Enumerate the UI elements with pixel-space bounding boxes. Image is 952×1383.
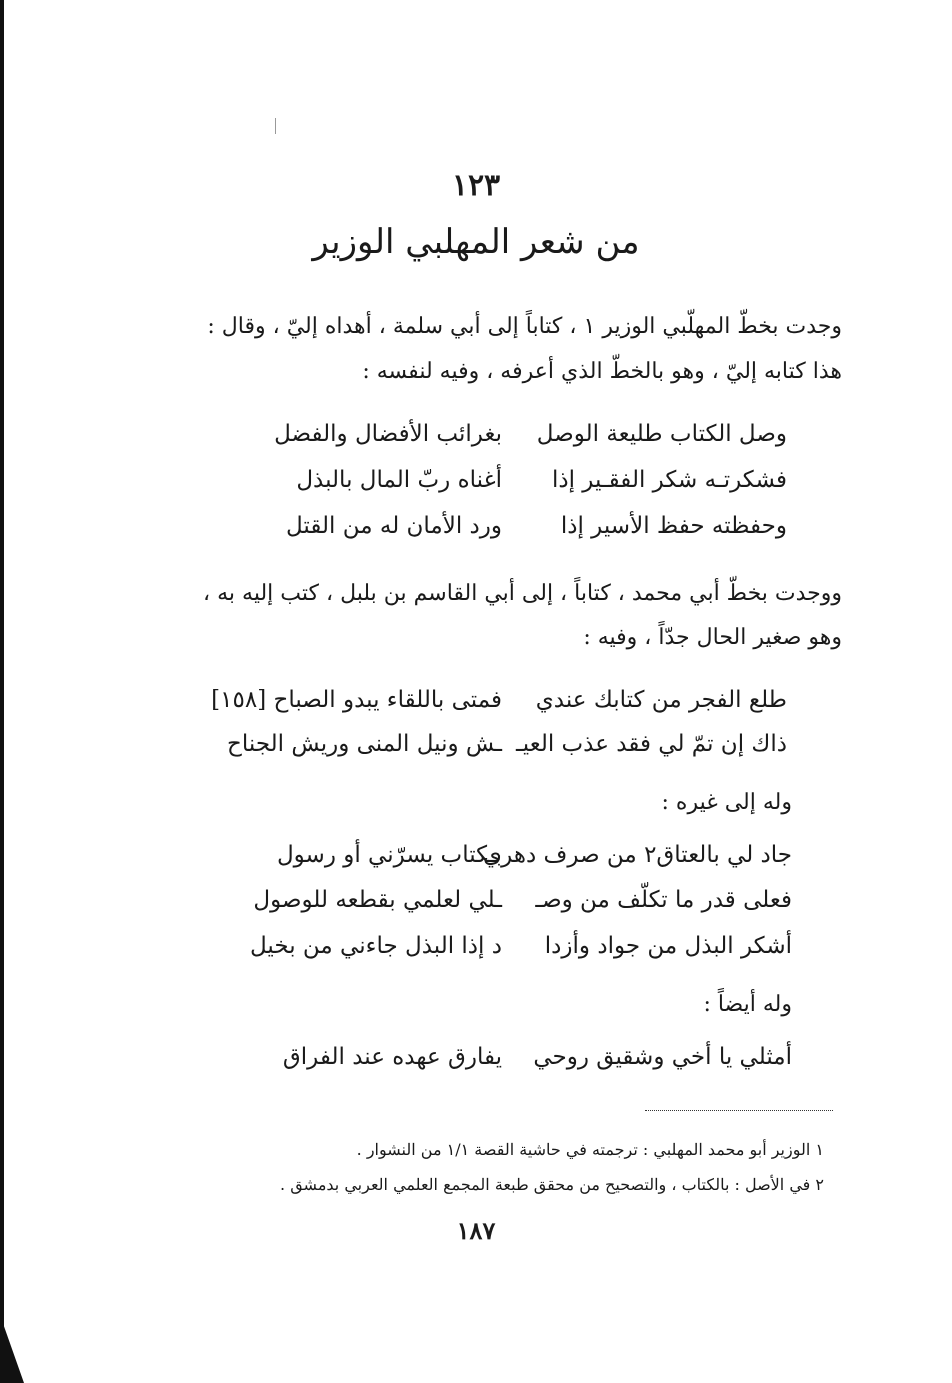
verse-1-1 [197, 414, 787, 454]
footnote-2: ٢ في الأصل : بالكتاب ، والتصحيح من محقق طبعة المجمع العلمي العربي بدمشق . [280, 1175, 824, 1194]
intro-line-2: هذا كتابه إليّ ، وهو بالخطّ الذي أعرفه ، وفيه لنفسه : [362, 359, 842, 384]
verse-hemistich-second: أغناه ربّ المال بالبذل [296, 467, 502, 493]
scan-mark [275, 118, 276, 134]
verse-3-2 [192, 880, 792, 920]
verse-hemistich-second: بـكتاب يسرّني أو رسول [276, 842, 502, 868]
heading-3: وله إلى غيره : [661, 790, 792, 815]
footnote-separator [645, 1110, 833, 1111]
verse-3-3 [192, 926, 792, 966]
verse-hemistich-second: ـش ونيل المنى وريش الجناح [227, 731, 502, 757]
prose-2-line-1: ووجدت بخطّ أبي محمد ، كتاباً ، إلى أبي القاسم بن بلبل ، كتب إليه به ، [203, 581, 842, 606]
verse-hemistich-second: د إذا البذل جاءني من بخيل [250, 933, 502, 959]
page-corner-shadow [0, 1315, 24, 1383]
verse-1-3 [197, 506, 787, 546]
verse-hemistich-first: طلع الفجر من كتابك عندي [535, 687, 787, 713]
verse-3-1 [192, 835, 792, 875]
verse-hemistich-first: فشكرتـه شكر الفقـير إذا [551, 467, 787, 493]
page-reference: [١٥٨] [211, 687, 267, 713]
page-edge [0, 0, 4, 1383]
verse-hemistich-first: وحفظته حفظ الأسير إذا [560, 513, 787, 539]
verse-2-1 [167, 680, 787, 720]
verse-4-1 [192, 1037, 792, 1077]
verse-hemistich-first: وصل الكتاب طليعة الوصل [536, 421, 787, 447]
page-number: ١٨٧ [456, 1216, 496, 1245]
verse-hemistich-second: ـلي لعلمي بقطعه للوصول [253, 887, 502, 913]
verse-hemistich-first: جاد لي بالعتاق٢ من صرف دهري [483, 842, 792, 868]
verse-hemistich-second: يفارق عهده عند الفراق [282, 1044, 502, 1070]
footnote-1: ١ الوزير أبو محمد المهلبي : ترجمته في حاشية القصة ١/١ من النشوار . [356, 1140, 824, 1159]
verse-hemistich-first: أشكر البذل من جواد وأزدا [544, 933, 792, 959]
verse-hemistich-first: فعلى قدر ما تكلّف من وصـ [535, 887, 792, 913]
verse-hemistich-text: فمتى باللقاء يبدو الصباح [273, 687, 502, 713]
verse-hemistich-first: أمثلي يا أخي وشقيق روحي [533, 1044, 792, 1070]
section-number: ١٢٣ [451, 168, 501, 203]
verse-hemistich-second [211, 680, 502, 720]
heading-4: وله أيضاً : [703, 992, 792, 1017]
intro-line-1: وجدت بخطّ المهلّبي الوزير ١ ، كتاباً إلى أبي سلمة ، أهداه إليّ ، وقال : [207, 314, 842, 339]
prose-2-line-2: وهو صغير الحال جدّاً ، وفيه : [583, 625, 842, 650]
verse-hemistich-second: بغرائب الأفضال والفضل [274, 421, 502, 447]
verse-1-2 [197, 460, 787, 500]
verse-2-2 [167, 724, 787, 764]
verse-hemistich-second: ورد الأمان له من القتل [286, 513, 502, 539]
verse-hemistich-first: ذاك إن تمّ لي فقد عذب العيـ [516, 731, 787, 757]
section-title: من شعر المهلبي الوزير [312, 222, 640, 262]
